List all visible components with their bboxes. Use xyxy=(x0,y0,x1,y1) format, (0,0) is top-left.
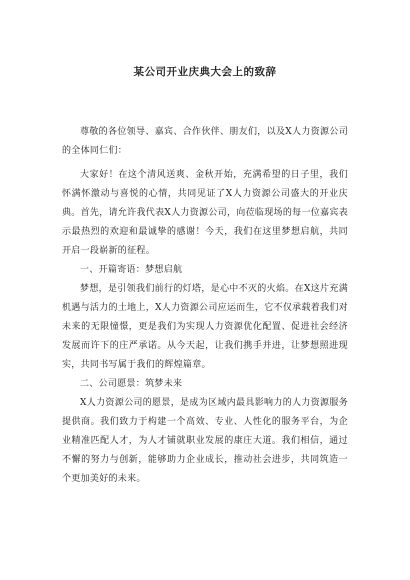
document-title: 某公司开业庆典大会上的致辞 xyxy=(133,66,277,78)
section-2-body: X人力资源公司的愿景，是成为区域内最具影响力的人力资源服务提供商。我们致力于构建一个高效、专业、人性化的服务平台，为企业精准匹配人才，为人才铺就职业发展的康庄大道。我们相信，通过不懈的努力与创新，能够助力企业成长，推动社会进步，共同筑造一个更加美好的未来。 xyxy=(62,398,348,484)
section-2-heading: 二、公司愿景：筑梦未来 xyxy=(80,379,183,389)
section-1-body: 梦想，是引领我们前行的灯塔，是心中不灭的火焰。在X这片充满机遇与活力的土地上，X人力资源公司应运而生，它不仅承载着我们对未来的无限憧憬，更是我们为实现人力资源优化配置、促进社会经济发展而许下的庄严承诺。从今天起，让我们携手并进，让梦想照进现实，共同书写属于我们的辉煌篇章。 xyxy=(62,284,348,370)
intro-paragraph: 大家好！在这个清风送爽、金秋开始，充满希望的日子里，我们怀满怀激动与喜悦的心情，共同见证了X人力资源公司盛大的开业庆典。首先，请允许我代表X人力资源公司，向莅临现场的每一位嘉宾表示最热烈的欢迎和最诚挚的感谢！今天，我们在这里梦想启航，共同开启一段崭新的征程。 xyxy=(62,170,348,256)
greeting-paragraph: 尊敬的各位领导、嘉宾、合作伙伴、朋友们，以及X人力资源公司的全体同仁们： xyxy=(62,127,348,156)
section-1-heading: 一、开篇寄语：梦想启航 xyxy=(80,265,183,275)
